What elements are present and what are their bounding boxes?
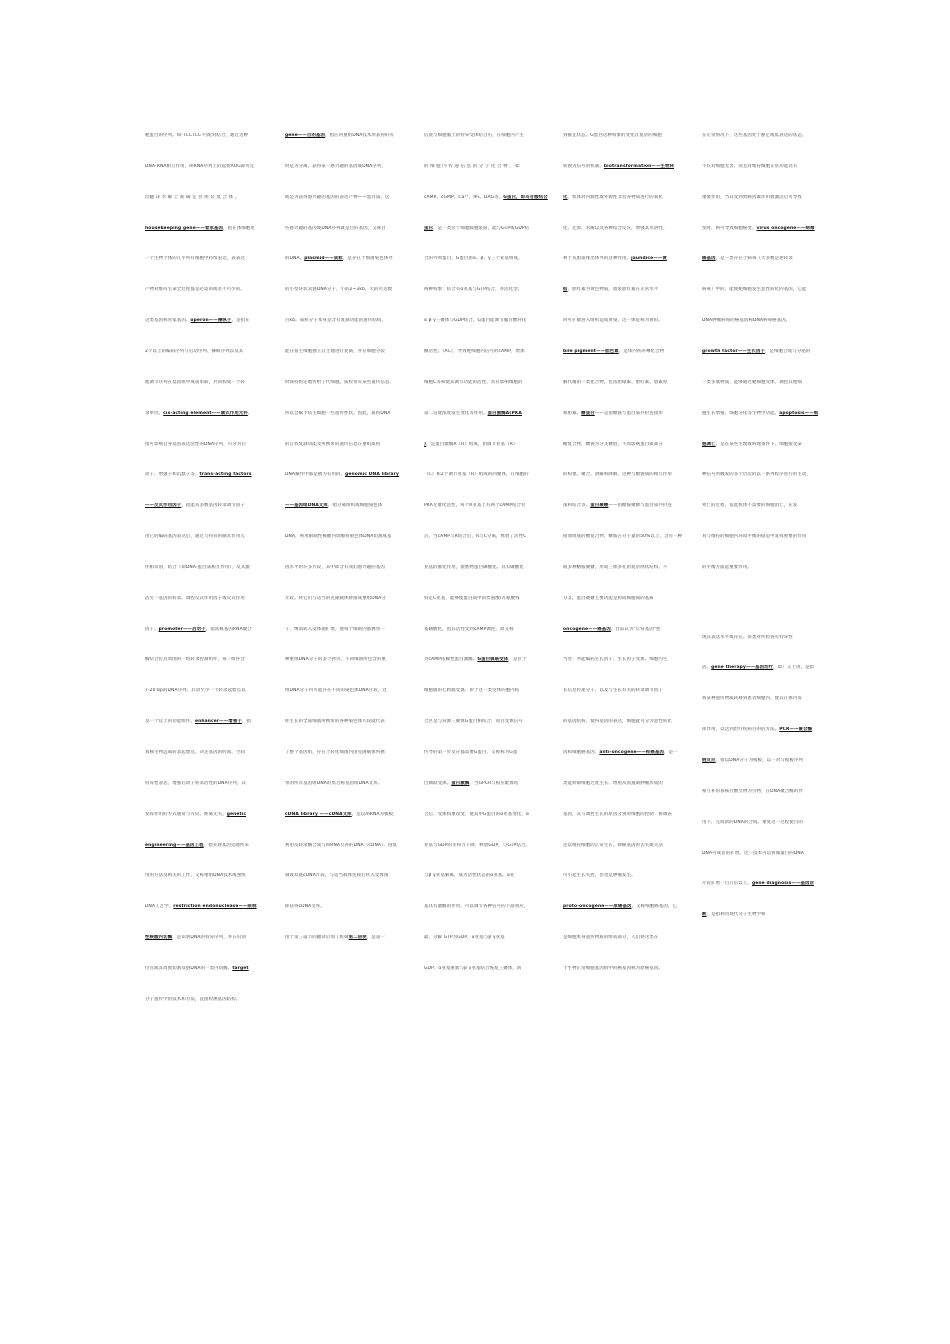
text-line: 的小型环状双链DNA分子，小的2~3kb，大的可达数 bbox=[285, 287, 393, 293]
text-line: 合的外周蛋白，G蛋白由α、β、γ三个亚基组成。 bbox=[424, 256, 523, 262]
text-line: 的自我复制功能及所携带的遗传信息在重组质粒 bbox=[285, 441, 381, 447]
text-line: )，是蛋白激酶A（R）组成，由调节亚基（R） bbox=[424, 441, 518, 447]
text-line: 组DNA分子内可能存在不同的染色体DNA片段，这 bbox=[285, 688, 387, 694]
text-line: cAMP、cGMP、Ca²⁺、IP₃、DAG等。G蛋白，即鸟苷酸结合 bbox=[424, 194, 548, 200]
text-line: 因水平的许多片段，其中即含有我们感兴趣的基因 bbox=[285, 564, 385, 570]
text-line: 录单位。cis-acting element——顺式作用元件， bbox=[145, 410, 253, 416]
glossary-term: restriction endonuclease——限制 bbox=[173, 904, 257, 910]
text-line: oncogene——癌基因，目前认为"正常基因"控 bbox=[563, 626, 661, 632]
text-line: 种重组DNA分子的多个拷贝。不同细菌所包含的重 bbox=[285, 657, 386, 663]
text-line: 传导的第一步反应都需要G蛋白，又被称为G蛋 bbox=[424, 750, 518, 755]
glossary-term: proto-oncogene——原癌基因 bbox=[563, 904, 632, 910]
glossary-term: genomic DNA library bbox=[345, 472, 399, 478]
text-line: α β γ三聚体与GDP结合，G蛋白能调节腺苷酸环化 bbox=[424, 318, 527, 324]
text-line: 这类基因称管家基因。operon——操纵子，是指在 bbox=[145, 318, 250, 324]
glossary-term: anti-oncogene——抑癌基因 bbox=[599, 750, 665, 755]
text-line: 的基因结构，使得基因的表达，细胞就可分为恶性转化 bbox=[563, 719, 672, 725]
text-line: 利于从胆道排出体外的这种作用。jaundice——黄 bbox=[563, 256, 667, 262]
text-line: 不仅对细胞无害，而且对维持细胞正常功能具有 bbox=[702, 163, 798, 169]
text-line: 片段扩增一百万倍以上。gene diagnosis——基因诊 bbox=[702, 881, 815, 887]
text-line: housekeeping gene——管家基因，指在体细胞里 bbox=[145, 225, 255, 231]
text-line: 疸，胆红素为黄色物质，血浆胆红素在正常水平 bbox=[563, 287, 659, 293]
text-line: 变时，则可导致细胞癌变。virus oncogene——病毒 bbox=[702, 225, 815, 231]
text-line: 深和结合等。蛋白聚糖——由糖胺聚糖与蛋白质共价连 bbox=[563, 503, 672, 509]
text-line: 类能抑制细胞过度生长、增殖从而遏制肿瘤形成的 bbox=[563, 780, 663, 786]
text-line: DNA可成倍的扩增。这一技术可以将微量目的DNA bbox=[702, 850, 804, 856]
glossary-term: target bbox=[232, 965, 249, 971]
text-line: 基磷酸化，因其活性受到cAMP调控，故又称 bbox=[424, 626, 514, 632]
text-line: proto-oncogene——原癌基因，又称细胞癌基因，它 bbox=[563, 904, 678, 910]
glossary-term: 链反应 bbox=[702, 758, 716, 763]
text-line: 2个以上的编码序列与启动序列、操纵序列以及其 bbox=[145, 348, 244, 354]
text-line: 的构象。聚合，溶解和降解，这种与糖链间的相互作用 bbox=[563, 472, 672, 478]
text-line: 蛋白，是一类位于细胞膜胞浆面，能与GTP或GDP结 bbox=[424, 225, 530, 231]
glossary-term: ——反式作用因子 bbox=[145, 503, 182, 509]
text-line: 胞凋亡，是在某些生理或病理条件下，细胞接受某 bbox=[702, 441, 802, 447]
glossary-term: 断 bbox=[702, 912, 707, 918]
text-line: PKA无催化活性，每个R亚基上有两个cAMP结合位 bbox=[424, 503, 526, 509]
text-line: 断，是指利用现代分子生物学和 bbox=[702, 912, 766, 918]
text-line: 发挥作用的方式通常与方向、距离无关。genetic bbox=[145, 811, 247, 817]
text-line: 分支，蛋白聚糖主要功能是构成细胞间的基质 bbox=[563, 595, 654, 601]
text-line: 的 细 胞 内 传 递 信 息 的 分 子 化 合 物 ， 如 bbox=[424, 163, 520, 169]
glossary-term: cDNA library ——cDNA文库 bbox=[285, 811, 352, 817]
text-line: 链反应，指以DNA分子为模板，以一对与模板序列 bbox=[702, 758, 803, 763]
text-line: 达以维持细胞的正常生长。抑癌基因的丢失或失活 bbox=[563, 842, 663, 848]
text-line: 活。gene therapy——基因治疗，即广义上讲，是指 bbox=[702, 665, 815, 671]
text-line: 及一个以上的功能组件。enhancer——增强子，指 bbox=[145, 719, 252, 725]
glossary-term: 癌基因 bbox=[702, 256, 716, 262]
text-line: 长信息传递分子，以及与生长有关的转录调节因子 bbox=[563, 688, 663, 694]
text-line: 产物对维持生命全过程都是必需的或者不可少的。 bbox=[145, 287, 245, 293]
text-line: 件相识别，结合（即DNA-蛋白质相互作用），反式激 bbox=[145, 564, 250, 570]
text-line: 到静止状态。G蛋白这种构象的变化在复杂的细胞 bbox=[563, 133, 662, 138]
text-line: 育与维持的细胞内环境平衡的稳态中发挥重要的作用 bbox=[702, 534, 807, 540]
text-line: 用的方法及相关的工作，又称重组DNA技术或重组 bbox=[145, 873, 246, 879]
text-line: 化，机体对内源性或外源性非营养物质进行的氧化 bbox=[563, 194, 663, 200]
text-line: 特异性表达，增强启动子转录活性的DNA序列，其 bbox=[145, 780, 246, 786]
text-line: 所以会赋予宿主细胞一些遗传性状。因此，质粒DNA bbox=[285, 410, 391, 416]
text-line: 真核生物远离转录起始点，决定基因的时间、空间 bbox=[145, 750, 245, 755]
text-line: 因子。promoter——启动子，指真核基因RNA聚合 bbox=[145, 626, 252, 632]
glossary-term: G蛋白，即鸟苷酸结合 bbox=[503, 194, 548, 200]
text-line: 合区是与异源三聚体G蛋白相结合，而且受体信号 bbox=[424, 719, 523, 725]
glossary-term: ——基因组DNA文库 bbox=[285, 503, 328, 509]
glossary-term: genetic bbox=[226, 811, 247, 817]
text-line: 最，分解 GTP为GDP，α亚基与β γ亚基 bbox=[424, 935, 505, 941]
glossary-term: operon——操纵子 bbox=[190, 318, 232, 324]
text-line: 位翻 译 水 解 上 准 确 定 位 组 装 复 合 体 。 bbox=[145, 194, 240, 200]
text-line: 细胞膜的七跨膜受体，由于这一类受体的胞内结 bbox=[424, 688, 520, 694]
text-line: 时保持恒定地传给子代细胞。质粒带有某些遗传信息， bbox=[285, 379, 394, 385]
text-line: 的DNA。plasmid——质粒，是存在于细菌染色体外 bbox=[285, 256, 393, 262]
text-line: 病毒）中的，能使靶细胞发生恶性转化的基因，它能 bbox=[702, 287, 807, 293]
text-line: 重要作用，当其受到致癌因素作用被激活后可导致 bbox=[702, 194, 802, 200]
text-line: 动子、增强子和沉默子等。trans-acting factors bbox=[145, 472, 252, 478]
text-line: 转换为信号的机制。biotransformation——生物转 bbox=[563, 163, 675, 169]
text-line: 胞生长增殖，细胞分化等生物学功能。apoptosis——细 bbox=[702, 410, 819, 416]
text-line: 将某种遗传物质转移到患者细胞内，使其在体内发 bbox=[702, 696, 802, 702]
text-line: 挥作用，以达到治疗疾病目的的方法。PCR——聚合酶 bbox=[702, 727, 813, 733]
glossary-term: plasmid——质粒 bbox=[304, 256, 343, 262]
text-line: 活另一基因的转录。调控反式作用因子或反式作用 bbox=[145, 595, 245, 601]
text-line: 接而组成的糖复合物，糖胺占分子量的50%以上，含有一种 bbox=[563, 534, 683, 540]
glossary-term: G蛋白偶联受体 bbox=[477, 657, 509, 663]
text-line: 点，当cAMP与R结合后，R与C分离，释放了活性C bbox=[424, 534, 527, 540]
text-line: DNA操作中都是极为有用的。genomic DNA library bbox=[285, 472, 399, 478]
glossary-term: ) bbox=[424, 441, 427, 447]
glossary-term: housekeeping gene——管家基因 bbox=[145, 225, 224, 231]
text-line: 性核酸内切酶，是识别DNA的特异序列，并在识别 bbox=[145, 935, 246, 941]
glossary-term: oncogene——癌基因 bbox=[563, 626, 611, 632]
text-line: 解代谢的一类化合物，包括胆绿素、胆红素、胆素原 bbox=[563, 379, 668, 385]
text-line: 时可扩散进入组织造成黄染，这一体征称为黄疸。 bbox=[563, 318, 663, 324]
text-line: 亚基的催化作用，使底物蛋白磷酸化。具有磷酸化 bbox=[424, 564, 524, 570]
glossary-term: 蛋白 bbox=[424, 225, 434, 231]
text-line: 在正常情况下，这些基因处于静止或低表达的状态， bbox=[702, 133, 807, 138]
glossary-term: cis-acting element——顺式作用元件 bbox=[163, 410, 248, 416]
text-line: 由它的编码基因表达后，通过与特异的顺式作用元 bbox=[145, 534, 245, 540]
text-line: 7-20 bp的DNA序列。启动至少一个转录起始点以 bbox=[145, 688, 246, 694]
text-line: 一类多肽物质，能够通过靶细胞受体，调控其他细 bbox=[702, 379, 802, 385]
glossary-term: virus oncogene——病毒 bbox=[756, 225, 815, 231]
text-line: 酶活性。（AC），导致靶细胞内信号的cAMP，增加 bbox=[424, 348, 525, 354]
text-line: DNA-RNA相互作用，mRNA序列上的起始AUG即可定 bbox=[145, 163, 255, 169]
text-line: 他调节序列在基因组中成簇串联，共同构成一个转 bbox=[145, 379, 245, 385]
text-line: 基具有激酶的作用，可以调节各种信号的下游效应， bbox=[424, 904, 529, 910]
text-line: 癌基因，是一类存在于病毒（大多数是逆转录 bbox=[702, 256, 793, 262]
glossary-term: 性核酸内切酶 bbox=[145, 935, 173, 941]
text-line: 样生长的全部细菌所携带的各种染色体片段就代表 bbox=[285, 719, 385, 725]
text-line: 由于第三篇节的翻译后加工机制第二信使，是第一 bbox=[285, 935, 385, 941]
glossary-term: gene diagnosis——基因诊 bbox=[751, 881, 815, 887]
text-line: 或多种糖胺聚糖，形成三维多孔的复杂网状结构。不 bbox=[563, 564, 668, 570]
text-line: 了整个基因组，存在于转化细菌内由克隆载体所携 bbox=[285, 750, 385, 755]
text-line: 两种构象：结合有α亚基与GTP结合，并活化型； bbox=[424, 287, 523, 293]
text-line: 相互补的寡核苷酸引物为引物，在DNA聚合酶的作 bbox=[702, 788, 803, 794]
text-line: 时是为分离、获得某一感兴趣的基因或DNA序列， bbox=[285, 163, 386, 169]
glossary-term: 蛋白激酶 bbox=[451, 780, 470, 786]
glossary-term: promoter——启动子 bbox=[158, 626, 206, 632]
glossary-term: gene——目的基因 bbox=[285, 133, 326, 138]
text-line: growth factor——生长因子，是细胞合成与分泌的 bbox=[702, 348, 811, 354]
text-line: 合后，受体构象改变，使其中G蛋白的α亚基变化，α bbox=[424, 811, 529, 817]
text-line: ——反式作用因子，指能从多数基因转录调节因子 bbox=[145, 503, 245, 509]
text-line: 即获得cDNA文库。 bbox=[285, 904, 325, 910]
text-line: 白偶联受体。蛋白激酶，当GPCR与相应配体结 bbox=[424, 780, 519, 786]
text-line: 当处：共能编码生长因子、生长因子受体、细胞内生 bbox=[563, 657, 668, 663]
text-line: 细胞C等和使其调节功能的活性。具有影响细胞的 bbox=[424, 379, 523, 385]
text-line: 基因，其与调控生长的原因分别对细胞的控制：协调表 bbox=[563, 811, 672, 817]
text-line: 于生物正常细胞基因组中的癌基因称为原癌基因。 bbox=[563, 965, 663, 971]
text-line: 些感兴趣的基因或DNA序列就是目的基因，又称目 bbox=[285, 225, 386, 231]
glossary-term: bile pigment——胆色素 bbox=[563, 348, 619, 354]
text-line: engineering——基因工程，指实现基因克隆所采 bbox=[145, 842, 250, 848]
text-line: ——基因组DNA文库，指分离组织或细胞染色体 bbox=[285, 503, 383, 509]
glossary-term: growth factor——生长因子 bbox=[702, 348, 766, 354]
text-line: 死亡的过程，借此机体不需要的细胞消亡，在发 bbox=[702, 503, 798, 509]
glossary-term: 糖蛋白 bbox=[581, 410, 595, 416]
glossary-term: 化 bbox=[563, 194, 568, 200]
text-line: 因和细胞癌基因，anti-oncogene——抑癌基因，是一 bbox=[563, 750, 678, 755]
text-line: DNA肿瘤病毒的癌基因称DNA病毒癌基因， bbox=[702, 318, 791, 324]
text-line: 一个生物个体的几乎所有细胞中持续表达，表表达 bbox=[145, 256, 245, 262]
glossary-term: jaundice——黄 bbox=[631, 256, 667, 262]
glossary-term: engineering——基因工程 bbox=[145, 842, 204, 848]
text-line: 是细胞本身遗传物质的组成部分，人们将这类在 bbox=[563, 935, 659, 941]
text-line: cDNA library ——cDNA文库，是以mRNA为模板， bbox=[285, 811, 398, 817]
text-line: 靶蛋白的序列。如-TCCTCC-可配对结合，通过这种 bbox=[145, 133, 249, 138]
text-line: 糖复合物，糖链为分支糖链，不同影响蛋白质部分 bbox=[563, 441, 663, 447]
text-line: 的平衡方面起重要作用。 bbox=[702, 564, 752, 570]
text-line: 和胆素。糖蛋白——是由糖链与蛋白质共价连接形 bbox=[563, 410, 663, 416]
text-line: 为cAMP依赖性蛋白激酶。G蛋白偶联受体，是位于 bbox=[424, 657, 527, 663]
glossary-term: 蛋白激酶A(PKA bbox=[487, 410, 522, 416]
text-line: 或是为获得感兴趣的基因的表达产物——蛋白质。这 bbox=[285, 194, 390, 200]
text-line: 位点或其周围切割双链DNA的一类内切酶。target bbox=[145, 965, 249, 971]
text-line: （C）和2个调节亚基（R）组成的四聚体，在细胞的 bbox=[424, 472, 529, 478]
text-line: 信使与细胞膜上的特异受体结合后，在细胞内产生 bbox=[424, 133, 524, 138]
text-line: 可引起生长失控，但也是肿瘤发生。 bbox=[563, 873, 636, 879]
text-line: DNA，利用限制性核酸内切酶将染色体DNA切割成基 bbox=[285, 534, 392, 540]
text-line: 分子遗传学的技术和方法，直接检测基因结构。 bbox=[145, 996, 241, 1002]
glossary-term: 胞凋亡 bbox=[702, 441, 716, 447]
text-line: 酶结合位点周围的一组转录控制组件，每一组件含 bbox=[145, 657, 245, 663]
glossary-term: 疸 bbox=[563, 287, 568, 293]
text-line: 指可影响自身基因表达活性的DNA序列，可分为启 bbox=[145, 441, 246, 447]
text-line: bile pigment——胆色素，是体内铁卟啉化合物 bbox=[563, 348, 665, 354]
text-line: 与β γ亚基解离，成为活性状态的α亚基。α亚 bbox=[424, 873, 515, 879]
text-line: 特定C亚基，能够使蛋白质中的丝氨酸/苏氨酸残 bbox=[424, 595, 520, 601]
glossary-term: 蛋白聚糖 bbox=[590, 503, 609, 509]
glossary-term: apoptosis——细 bbox=[779, 410, 819, 416]
text-line: DNA工艺学。restriction endonuclease——限制 bbox=[145, 904, 257, 910]
text-line: 子，继而转入受体菌扩增，使每个细菌内都携带一 bbox=[285, 626, 385, 632]
glossary-term: gene therapy——基因治疗 bbox=[711, 665, 774, 671]
glossary-term: 第二信使 bbox=[348, 935, 367, 941]
glossary-term: enhancer——增强子 bbox=[194, 719, 242, 725]
text-line: 化、还原、水解以及各种结合反应，增强其水溶性。 bbox=[563, 225, 668, 231]
text-line: 现其表达水平或存在。该类对所检查有特异性 bbox=[702, 634, 793, 640]
text-line: 制成双链cDNA片段，与适当载体连接后转入受体菌 bbox=[285, 873, 389, 879]
glossary-term: PCR——聚合酶 bbox=[779, 727, 813, 733]
text-line: 百kb。质粒分子本身是含有复制功能的遗传结构， bbox=[285, 318, 386, 324]
text-line: 片段。将它们与适当的克隆载体拼接成重组DNA分 bbox=[285, 595, 386, 601]
text-line: 带的所有基因组DNA的集合称基因组DNA文库。 bbox=[285, 780, 383, 786]
text-line: 用下，完成新的DNA的合成。重复这一过程使目的 bbox=[702, 819, 803, 825]
text-line: 种信号所触发的多个层次的以一系列程序进行的主动， bbox=[702, 472, 811, 478]
text-line: GDP。α亚基重新与β γ亚基结合恢复三聚体，回 bbox=[424, 965, 522, 971]
glossary-term: biotransformation——生物转 bbox=[603, 163, 675, 169]
text-line: gene——目的基因，指应用重组DNA技术所获得的有 bbox=[285, 133, 395, 138]
glossary-term: trans-acting factors bbox=[199, 472, 252, 478]
text-line: 能在宿主细胞独立自主地进行复制，并在细胞分裂 bbox=[285, 348, 385, 354]
text-line: 第二信使浓度发生变化等作用。蛋白激酶A(PKA bbox=[424, 410, 522, 416]
text-line: 亚基与GDP的亲和力下降，释放GDP，与GTP结合。 bbox=[424, 842, 530, 848]
text-line: 利用反转录酶合成与mRNA互补的DNA（cDNA），再复 bbox=[285, 842, 398, 848]
